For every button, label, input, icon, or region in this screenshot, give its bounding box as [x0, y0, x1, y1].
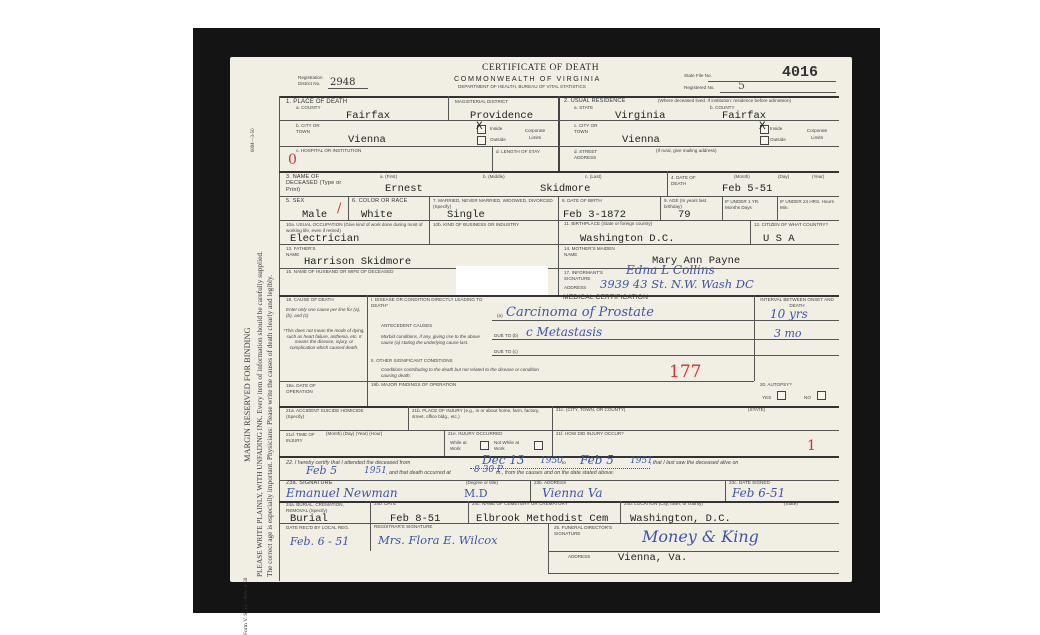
- under-1-year-label: IF UNDER 1 YR. Months Days: [725, 199, 760, 210]
- deceased-name-label: 3. NAME OF DECEASED (Type or Print): [286, 174, 342, 193]
- death-year-label: (Year): [812, 174, 825, 179]
- middle-name-label: b. (Middle): [483, 174, 505, 179]
- registered-label: Registered No.: [684, 85, 715, 90]
- informant-address: 3939 43 St. N.W. Wash DC: [600, 277, 754, 291]
- how-injury-label: 21f. HOW DID INJURY OCCUR?: [556, 431, 624, 436]
- autopsy-no-checkbox[interactable]: [817, 391, 826, 400]
- signature-label: 23a. SIGNATURE: [286, 480, 333, 486]
- sex-value: Male: [302, 209, 328, 221]
- deceased-last-name: Skidmore: [540, 183, 591, 195]
- antecedent-causes-label: ANTECEDENT CAUSES: [381, 323, 433, 328]
- autopsy-label: 20. AUTOPSY?: [760, 382, 792, 387]
- operation-findings-label: 19b. MAJOR FINDINGS OF OPERATION: [371, 382, 457, 387]
- cause-of-death-label: 18. CAUSE OF DEATH: [286, 297, 334, 302]
- father-label: 13. FATHER'S NAME: [286, 246, 316, 257]
- injury-state-label: (STATE): [748, 407, 766, 412]
- margin-binding-note: MARGIN RESERVED FOR BINDING: [243, 327, 252, 462]
- certificate-title: CERTIFICATE OF DEATH: [482, 63, 600, 73]
- cause-footnote: *This does not mean the mode of dying, such as heart failure, asthenia, etc. It means the disease, injury, or complication which caused death.: [283, 328, 365, 351]
- occupation-label: 10a. USUAL OCCUPATION (Give kind of work done during most of working life, even if retired): [286, 222, 423, 233]
- physician-address: Vienna Va: [542, 486, 603, 500]
- residence-county: Fairfax: [722, 110, 767, 122]
- funeral-director-signature: Money & King: [642, 527, 759, 546]
- outside-checkbox[interactable]: [477, 136, 486, 145]
- hospital-value: 0: [288, 152, 297, 168]
- certify-text-3: , and that death occurred at: [386, 470, 451, 476]
- morbid-conditions-note: Morbid conditions, if any, giving rise to the above cause (a) stating the underlying cause last.: [381, 334, 480, 345]
- residence-outside-checkbox[interactable]: [760, 136, 769, 145]
- date-received-label: DATE REC'D BY LOCAL REG.: [286, 525, 350, 530]
- due-to-b-label: DUE TO (b): [494, 333, 519, 338]
- last-seen-year: 1951: [364, 466, 387, 476]
- interval-label: INTERVAL BETWEEN ONSET AND DEATH: [760, 297, 834, 308]
- spouse-label: 15. NAME OF HUSBAND OR WIFE OF DECEASED: [286, 269, 394, 274]
- place-of-injury-label: 21b. PLACE OF INJURY (e.g., in or about home, farm, factory, street, office bldg., etc.): [412, 408, 540, 419]
- cemetery-label: 24c. NAME OF CEMETERY OR CREMATORY: [472, 501, 568, 506]
- sex-label: 5. SEX: [286, 198, 305, 204]
- age-label: 9. AGE (In years last birthday): [664, 198, 707, 209]
- death-city: Vienna: [348, 134, 386, 146]
- burial-state-label: (State): [784, 501, 798, 506]
- funeral-director-label: 25. FUNERAL DIRECTOR'S SIGNATURE: [554, 525, 613, 536]
- physician-degree: M.D: [464, 487, 488, 500]
- color-value: White: [361, 209, 393, 221]
- operation-date-label: 19a. DATE OF OPERATION: [286, 383, 316, 394]
- side-code: 60M—3-50: [251, 128, 256, 152]
- attended-from-year: 1950: [540, 456, 563, 466]
- marital-label: 7. MARRIED, NEVER MARRIED, WIDOWED, DIVORCED (Specify): [433, 198, 553, 209]
- occupation-value: Electrician: [290, 233, 360, 245]
- cause-code: 177: [669, 362, 702, 382]
- informant-signature: Edna L Collins: [626, 263, 715, 277]
- disease-condition-label: I. DISEASE OR CONDITION DIRECTLY LEADING TO DEATH*: [371, 297, 483, 308]
- accident-label: 21a. ACCIDENT SUICIDE HOMICIDE (Specify): [286, 408, 364, 419]
- mother-label: 14. MOTHER'S MAIDEN NAME: [564, 246, 615, 257]
- certify-text-4: m., from the causes and on the date stated above.: [496, 470, 615, 476]
- birthplace-value: Washington D.C.: [580, 233, 675, 245]
- death-time: 8 30 P: [474, 465, 503, 475]
- interval-b-value: 3 mo: [774, 327, 802, 340]
- birth-date-label: 8. DATE OF BIRTH: [562, 198, 602, 203]
- residence-outside-label: Outside: [770, 137, 786, 142]
- autopsy-yes-label: YES: [762, 395, 772, 400]
- cause-instruction: Enter only one cause per line for (a), (b), and (c): [286, 307, 361, 318]
- registered-number: 5: [738, 79, 745, 92]
- citizen-label: 12. CITIZEN OF WHAT COUNTRY?: [754, 222, 829, 227]
- birth-date: Feb 3-1872: [563, 209, 627, 221]
- certify-text-2: , that I last saw the deceased alive on: [650, 460, 739, 466]
- registration-district: 2948: [330, 77, 356, 88]
- physician-address-label: 23b. ADDRESS: [534, 480, 567, 485]
- certify-text-1: 22. I hereby certify that I attended the deceased from: [286, 460, 411, 466]
- hospital-label: c. HOSPITAL OR INSTITUTION: [296, 148, 362, 153]
- to-label: to: [562, 460, 566, 465]
- usual-residence-heading: 2. USUAL RESIDENCE: [564, 98, 626, 104]
- other-conditions-label: II. OTHER SIGNIFICANT CONDITIONS: [371, 358, 453, 363]
- state-file-label: State File No.: [684, 73, 712, 78]
- deceased-first-name: Ernest: [385, 183, 423, 195]
- death-certificate: [230, 57, 852, 635]
- death-day-label: (Day): [778, 174, 790, 179]
- residence-state: Virginia: [615, 110, 666, 122]
- residence-city: Vienna: [622, 134, 660, 146]
- residence-state-label: a. STATE: [574, 105, 594, 110]
- death-county: Fairfax: [346, 110, 391, 122]
- district-label: MAGISTERIAL DISTRICT: [455, 99, 509, 104]
- birthplace-label: 11. BIRTHPLACE (State or foreign country): [564, 221, 653, 226]
- burial-date: Feb 8-51: [390, 513, 441, 525]
- informant-label: 17. INFORMANT'S SIGNATURE: [564, 270, 603, 281]
- redacted-block: [456, 266, 548, 295]
- color-label: 6. COLOR OR RACE: [352, 198, 408, 204]
- residence-city-label: c. CITY OR TOWN: [574, 123, 598, 134]
- sex-red-mark: /: [337, 201, 342, 216]
- burial-location: Washington, D.C.: [630, 513, 731, 525]
- injury-red-mark: 1: [807, 438, 816, 454]
- outside-label: Outside: [490, 137, 506, 142]
- residence-inside-label: Inside: [770, 126, 783, 131]
- commonwealth-heading: COMMONWEALTH OF VIRGINIA: [454, 74, 601, 83]
- form-number: Form V. S. 12—Rev. 4-50: [243, 577, 249, 635]
- injury-city-label: 21c. (CITY, TOWN, OR COUNTY): [556, 407, 626, 412]
- length-of-stay-label: d. LENGTH OF STAY: [496, 149, 540, 154]
- usual-residence-note: (Where deceased lived. If institution: residence before admission): [658, 98, 792, 103]
- medical-certification-heading: MEDICAL CERTIFICATION: [563, 294, 649, 301]
- physician-signature: Emanuel Newman: [286, 486, 398, 500]
- autopsy-yes-checkbox[interactable]: [777, 391, 786, 400]
- while-at-work-checkbox[interactable]: [480, 441, 489, 450]
- injury-time-columns: (Month) (Day) (Year) (Hour): [326, 431, 383, 436]
- residence-inside-checkmark: X: [759, 121, 766, 133]
- attended-to-year: 1951: [630, 456, 653, 466]
- city-label: b. CITY OR TOWN: [296, 123, 320, 134]
- date-signed-label: 23c. DATE SIGNED: [729, 480, 770, 485]
- date-of-death-label: 4. DATE OF DEATH: [671, 175, 696, 187]
- other-conditions-note: Conditions contributing to the death but not related to the disease or condition causing death.: [381, 367, 539, 378]
- marital-value: Single: [447, 209, 485, 221]
- street-label: d. STREET ADDRESS: [574, 149, 598, 160]
- not-while-at-work-checkbox[interactable]: [534, 441, 543, 450]
- interval-a-value: 10 yrs: [770, 307, 808, 321]
- cemetery-name: Elbrook Methodist Cem: [476, 513, 609, 525]
- county-label: a. COUNTY: [296, 105, 321, 110]
- date-received: Feb. 6 - 51: [290, 535, 350, 548]
- burial-date-label: 24b. DATE: [374, 501, 397, 506]
- magisterial-district: Providence: [470, 110, 534, 122]
- industry-label: 10b. KIND OF BUSINESS OR INDUSTRY: [433, 222, 520, 227]
- date-signed: Feb 6-51: [732, 486, 786, 500]
- under-24-hours-label: IF UNDER 24 HRS. Hours Min.: [780, 199, 834, 210]
- autopsy-no-label: NO: [804, 395, 811, 400]
- attended-from: Dec 13: [482, 453, 525, 467]
- father-name: Harrison Skidmore: [304, 256, 412, 268]
- state-file-number: 4016: [782, 64, 819, 81]
- degree-label: (Degree or title): [466, 480, 498, 485]
- director-address-label: ADDRESS: [568, 554, 591, 559]
- director-address: Vienna, Va.: [618, 552, 688, 564]
- burial-location-label: 24d. LOCATION (City, town, or county): [624, 501, 703, 506]
- residence-corporate-label: Corporate Limits: [806, 128, 828, 141]
- date-of-death: Feb 5-51: [722, 183, 773, 195]
- burial-type-label: 24a. BURIAL, CREMATION, REMOVAL (Specify): [286, 502, 344, 513]
- not-while-at-work-label: Not While at Work: [494, 440, 520, 451]
- department-heading: DEPARTMENT OF HEALTH, BUREAU OF VITAL STATISTICS: [458, 84, 586, 89]
- registrar-signature: Mrs. Flora E. Wilcox: [378, 533, 498, 547]
- margin-instruction-line1: PLEASE WRITE PLAINLY, WITH UNFADING INK. Every item of information should be carefully supplied.: [255, 251, 264, 577]
- registration-label: Registration District No.: [298, 75, 323, 86]
- while-at-work-label: While at Work: [450, 440, 467, 451]
- citizen-value: U S A: [763, 233, 795, 245]
- last-name-label: c. (Last): [585, 174, 602, 179]
- margin-instruction-line2: The correct age is especially important. Physicians: Please write the causes of death clearly and legibly.: [265, 274, 274, 577]
- death-month-label: (Month): [734, 174, 750, 179]
- due-to-c-label: DUE TO (c): [494, 349, 518, 354]
- attended-to: Feb 5: [580, 453, 614, 467]
- registrar-signature-label: REGISTRAR'S SIGNATURE: [374, 524, 433, 529]
- residence-county-label: b. COUNTY: [710, 105, 735, 110]
- street-note: (If rural, give mailing address): [656, 148, 717, 153]
- first-name-label: a. (First): [380, 174, 398, 179]
- cause-a-marker: (a): [497, 313, 503, 318]
- inside-label: Inside: [490, 126, 503, 131]
- injury-occurred-label: 21e. INJURY OCCURRED: [448, 431, 503, 436]
- age-value: 79: [678, 209, 691, 221]
- informant-address-label: ADDRESS: [564, 285, 587, 290]
- burial-type: Burial: [290, 513, 328, 525]
- corporate-limits-label: Corporate Limits: [524, 128, 546, 141]
- cause-b-value: c Metastasis: [526, 325, 603, 339]
- place-of-death-heading: 1. PLACE OF DEATH: [286, 99, 348, 105]
- last-seen-alive: Feb 5: [306, 464, 338, 477]
- inside-checkmark: X: [476, 121, 483, 133]
- cause-a-value: Carcinoma of Prostate: [506, 305, 654, 320]
- time-of-injury-label: 21d. TIME OF INJURY: [286, 432, 315, 443]
- mother-name: Mary Ann Payne: [652, 255, 741, 267]
